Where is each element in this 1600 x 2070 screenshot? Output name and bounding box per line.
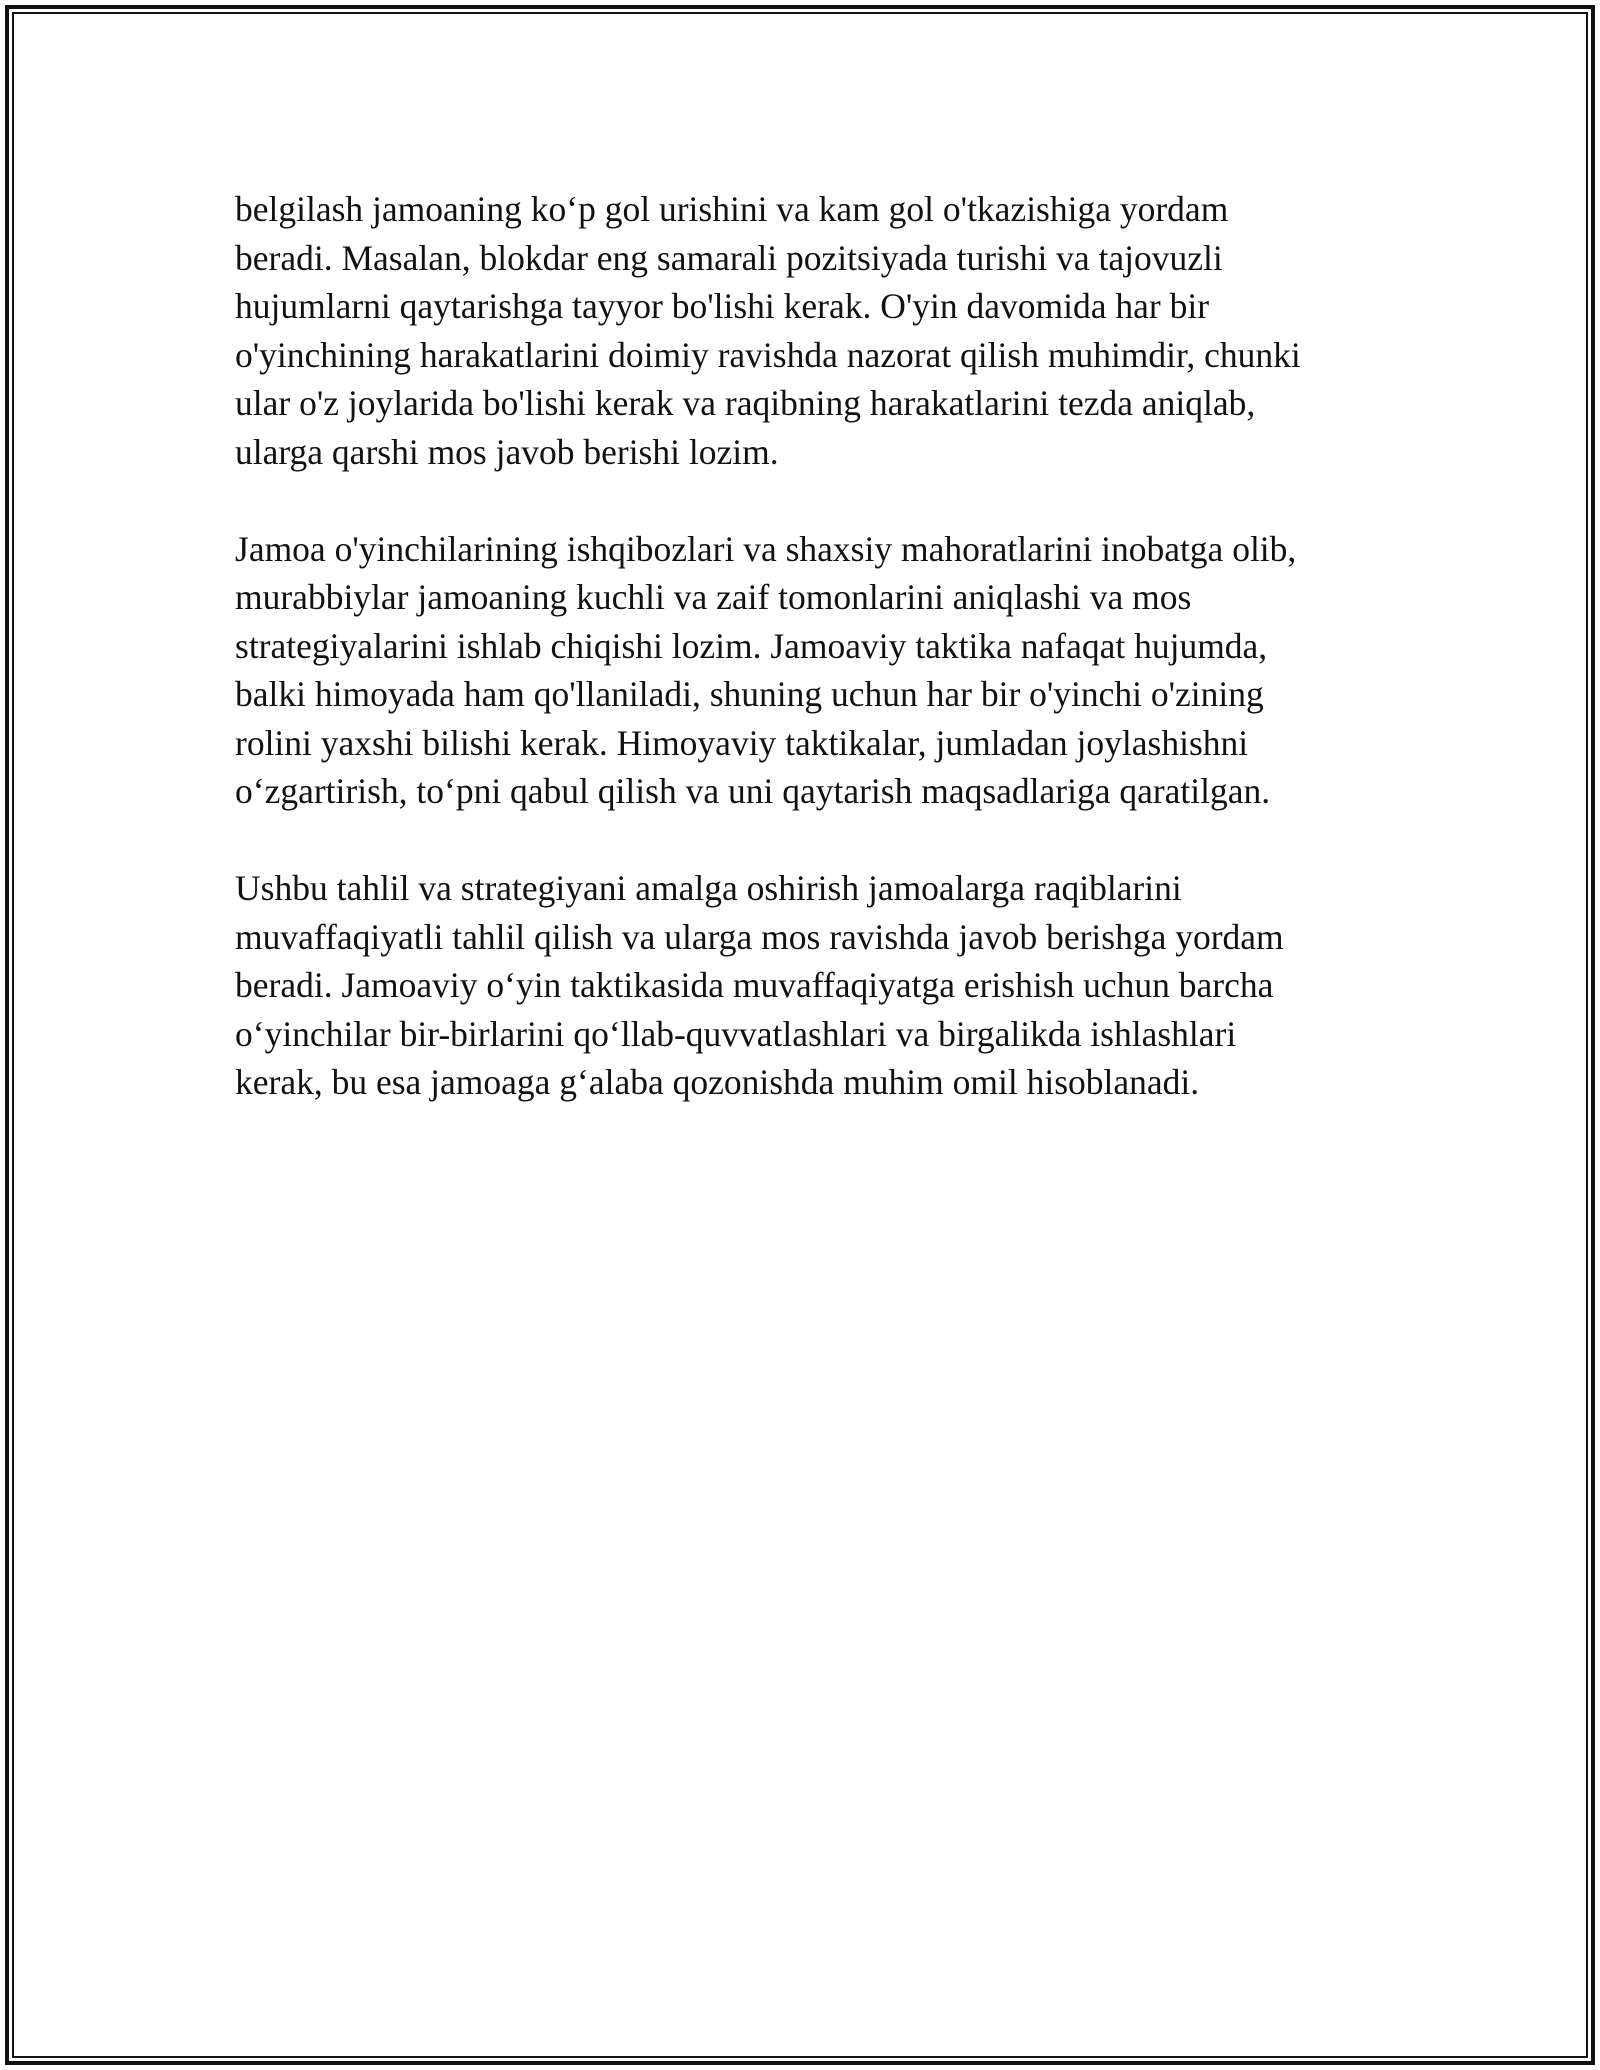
text-line: beradi. Masalan, blokdar eng samarali pozitsiyada turishi va tajovuzli xyxy=(235,237,1223,278)
text-line: belgilash jamoaning ko‘p gol urishini va kam gol o'tkazishiga yordam xyxy=(235,189,1229,229)
text-line: o'yinchining harakatlarini doimiy ravishda nazorat qilish muhimdir, chunki xyxy=(235,334,1301,375)
text-line: strategiyalarini ishlab chiqishi lozim. Jamoaviy taktika nafaqat hujumda, xyxy=(235,625,1268,666)
paragraph-3 xyxy=(235,864,1365,1107)
text-line: kerak, bu esa jamoaga g‘alaba qozonishda muhim omil hisoblanadi. xyxy=(235,1062,1200,1102)
text-line: ular o'z joylarida bo'lishi kerak va raqibning harakatlarini tezda aniqlab, xyxy=(235,383,1256,423)
text-line: Jamoa o'yinchilarining ishqibozlari va shaxsiy mahoratlarini inobatga olib, xyxy=(235,528,1297,569)
text-line: o‘zgartirish, to‘pni qabul qilish va uni qaytarish maqsadlariga qaratilgan. xyxy=(235,771,1271,811)
text-line: beradi. Jamoaviy o‘yin taktikasida muvaffaqiyatga erishish uchun barcha xyxy=(235,965,1274,1005)
text-line: rolini yaxshi bilishi kerak. Himoyaviy taktikalar, jumladan joylashishni xyxy=(235,722,1249,763)
text-line: o‘yinchilar bir-birlarini qo‘llab-quvvatlashlari va birgalikda ishlashlari xyxy=(235,1013,1237,1054)
text-line: balki himoyada ham qo'llaniladi, shuning uchun har bir o'yinchi o'zining xyxy=(235,674,1264,714)
text-line: ularga qarshi mos javob berishi lozim. xyxy=(235,431,779,472)
document-body xyxy=(235,185,1365,1155)
paragraph-1 xyxy=(235,185,1365,476)
text-line: Ushbu tahlil va strategiyani amalga oshirish jamoalarga raqiblarini xyxy=(235,868,1182,908)
text-line: murabbiylar jamoaning kuchli va zaif tomonlarini aniqlashi va mos xyxy=(235,577,1192,617)
paragraph-2 xyxy=(235,525,1365,816)
text-line: muvaffaqiyatli tahlil qilish va ularga mos ravishda javob berishga yordam xyxy=(235,916,1284,957)
text-line: hujumlarni qaytarishga tayyor bo'lishi kerak. O'yin davomida har bir xyxy=(235,286,1210,326)
